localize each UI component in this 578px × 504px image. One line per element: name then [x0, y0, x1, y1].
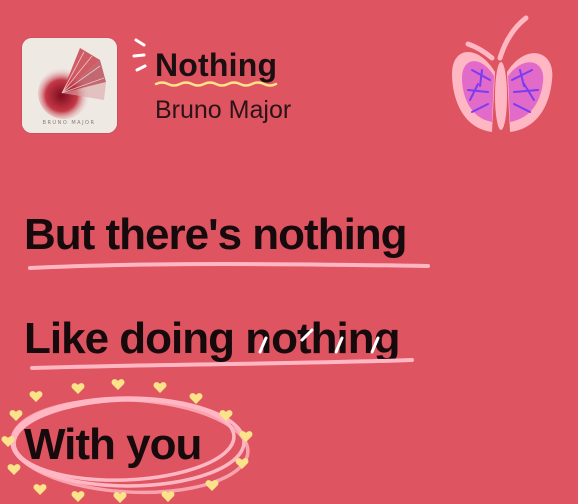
album-art-image — [22, 38, 117, 133]
sparkle-icon — [134, 40, 145, 70]
album-cover-text: BRUNO MAJOR — [42, 120, 96, 126]
lyric-line-1: But there's nothing — [24, 210, 407, 259]
lyric-line-2: Like doing nothing — [24, 314, 400, 363]
track-title: Nothing — [155, 47, 278, 83]
lyric-line-3: With you — [24, 420, 202, 469]
butterfly-icon — [452, 18, 552, 132]
lyric-underline-1 — [30, 264, 428, 268]
album-art — [22, 38, 117, 133]
artist-name: Bruno Major — [155, 96, 292, 124]
